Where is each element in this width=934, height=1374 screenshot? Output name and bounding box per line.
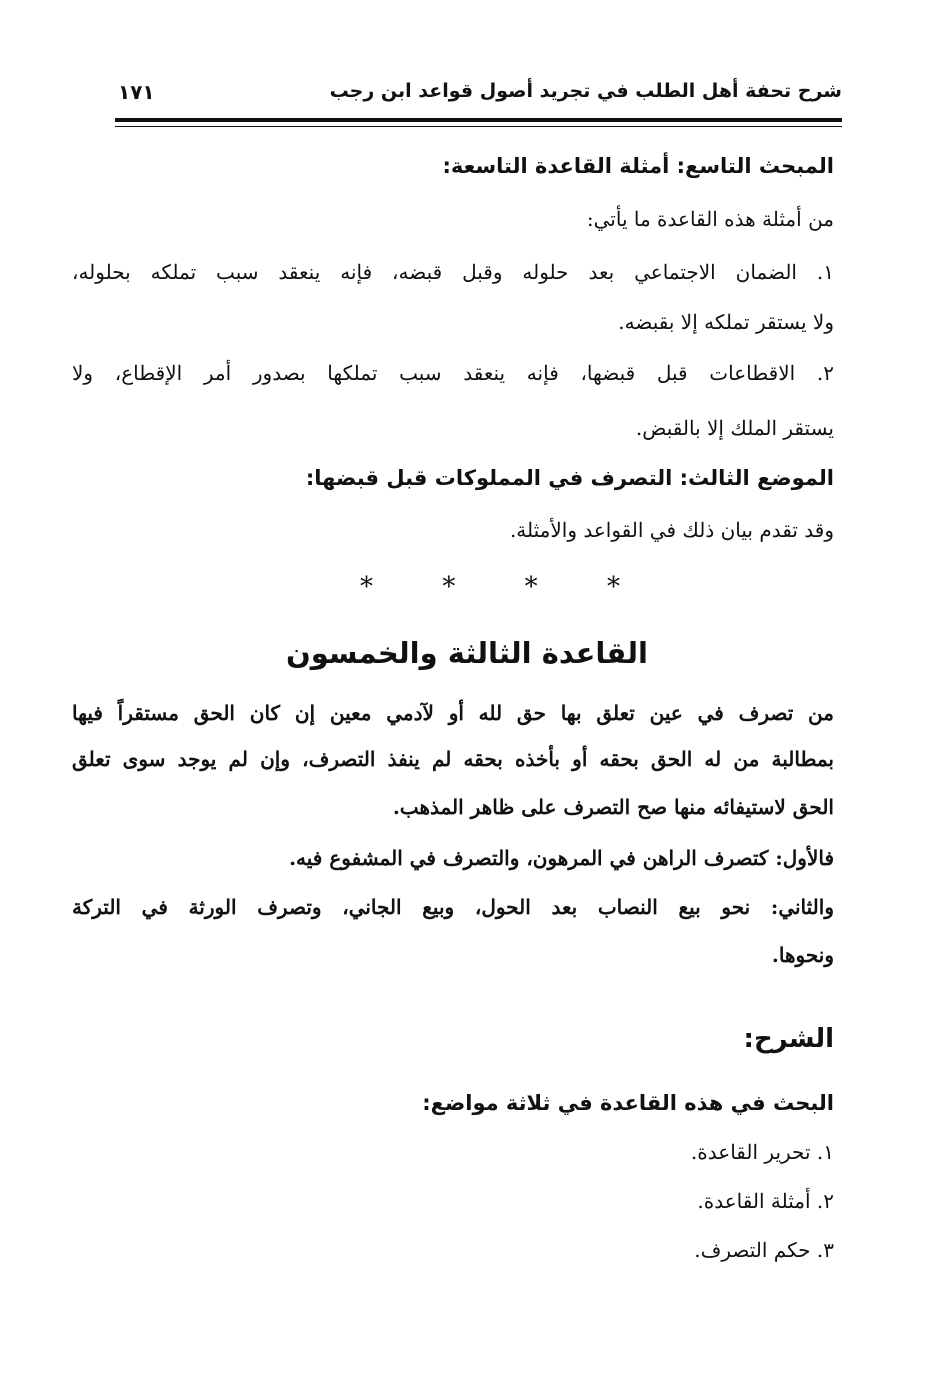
sharh-intro: البحث في هذه القاعدة في ثلاثة مواضع: (422, 1091, 834, 1115)
running-header-title: شرح تحفة أهل الطلب في تجريد أصول قواعد ابن رجب (329, 80, 842, 102)
separator-star: * (442, 572, 456, 602)
rule-text-line2: بمطالبة من له الحق بحقه أو بأخذه بحقه لم ينفذ التصرف، وإن لم يوجد سوى تعلق (72, 747, 834, 771)
header-rule-thick (115, 118, 842, 122)
rule-text-line5: والثاني: نحو بيع النصاب بعد الحول، وبيع الجاني، وتصرف الورثة في التركة (72, 895, 834, 919)
sharh-list-item: ٢. أمثلة القاعدة. (697, 1189, 834, 1213)
third-text: وقد تقدم بيان ذلك في القواعد والأمثلة. (509, 518, 834, 542)
section9-item2-line1: ٢. الاقطاعات قبل قبضها، فإنه ينعقد سبب تملكها بصدور أمر الإقطاع، ولا (72, 361, 834, 385)
rule-text-line6: ونحوها. (771, 943, 834, 967)
header-rule-thin (115, 126, 842, 127)
section9-item1-line1: ١. الضمان الاجتماعي بعد حلوله وقبل قبضه، فإنه ينعقد سبب تملكه بحلوله، (72, 260, 834, 284)
sharh-list-item: ٣. حكم التصرف. (694, 1238, 834, 1262)
page-number: ١٧١ (118, 80, 155, 104)
sharh-heading: الشرح: (743, 1024, 834, 1054)
rule-text-line4: فالأول: كتصرف الراهن في المرهون، والتصرف في المشفوع فيه. (289, 846, 834, 870)
rule-text-line1: من تصرف في عين تعلق بها حق لله أو لآدمي معين إن كان الحق مستقراً فيها (72, 701, 834, 725)
third-heading: الموضع الثالث: التصرف في المملوكات قبل قبضها: (305, 466, 834, 490)
separator-star: * (524, 572, 538, 602)
separator-star: * (360, 572, 373, 602)
section9-heading: المبحث التاسع: أمثلة القاعدة التاسعة: (442, 154, 834, 178)
rule-text-line3: الحق لاستيفائه منها صح التصرف على ظاهر المذهب. (392, 795, 834, 819)
section9-item1-line2: ولا يستقر تملكه إلا بقبضه. (618, 310, 834, 334)
separator-star: * (606, 572, 620, 602)
section9-item2-line2: يستقر الملك إلا بالقبض. (635, 416, 834, 440)
section9-intro: من أمثلة هذه القاعدة ما يأتي: (586, 207, 834, 231)
separator-stars (360, 572, 620, 602)
sharh-list-item: ١. تحرير القاعدة. (690, 1140, 834, 1164)
rule-title: القاعدة الثالثة والخمسون (286, 636, 648, 670)
